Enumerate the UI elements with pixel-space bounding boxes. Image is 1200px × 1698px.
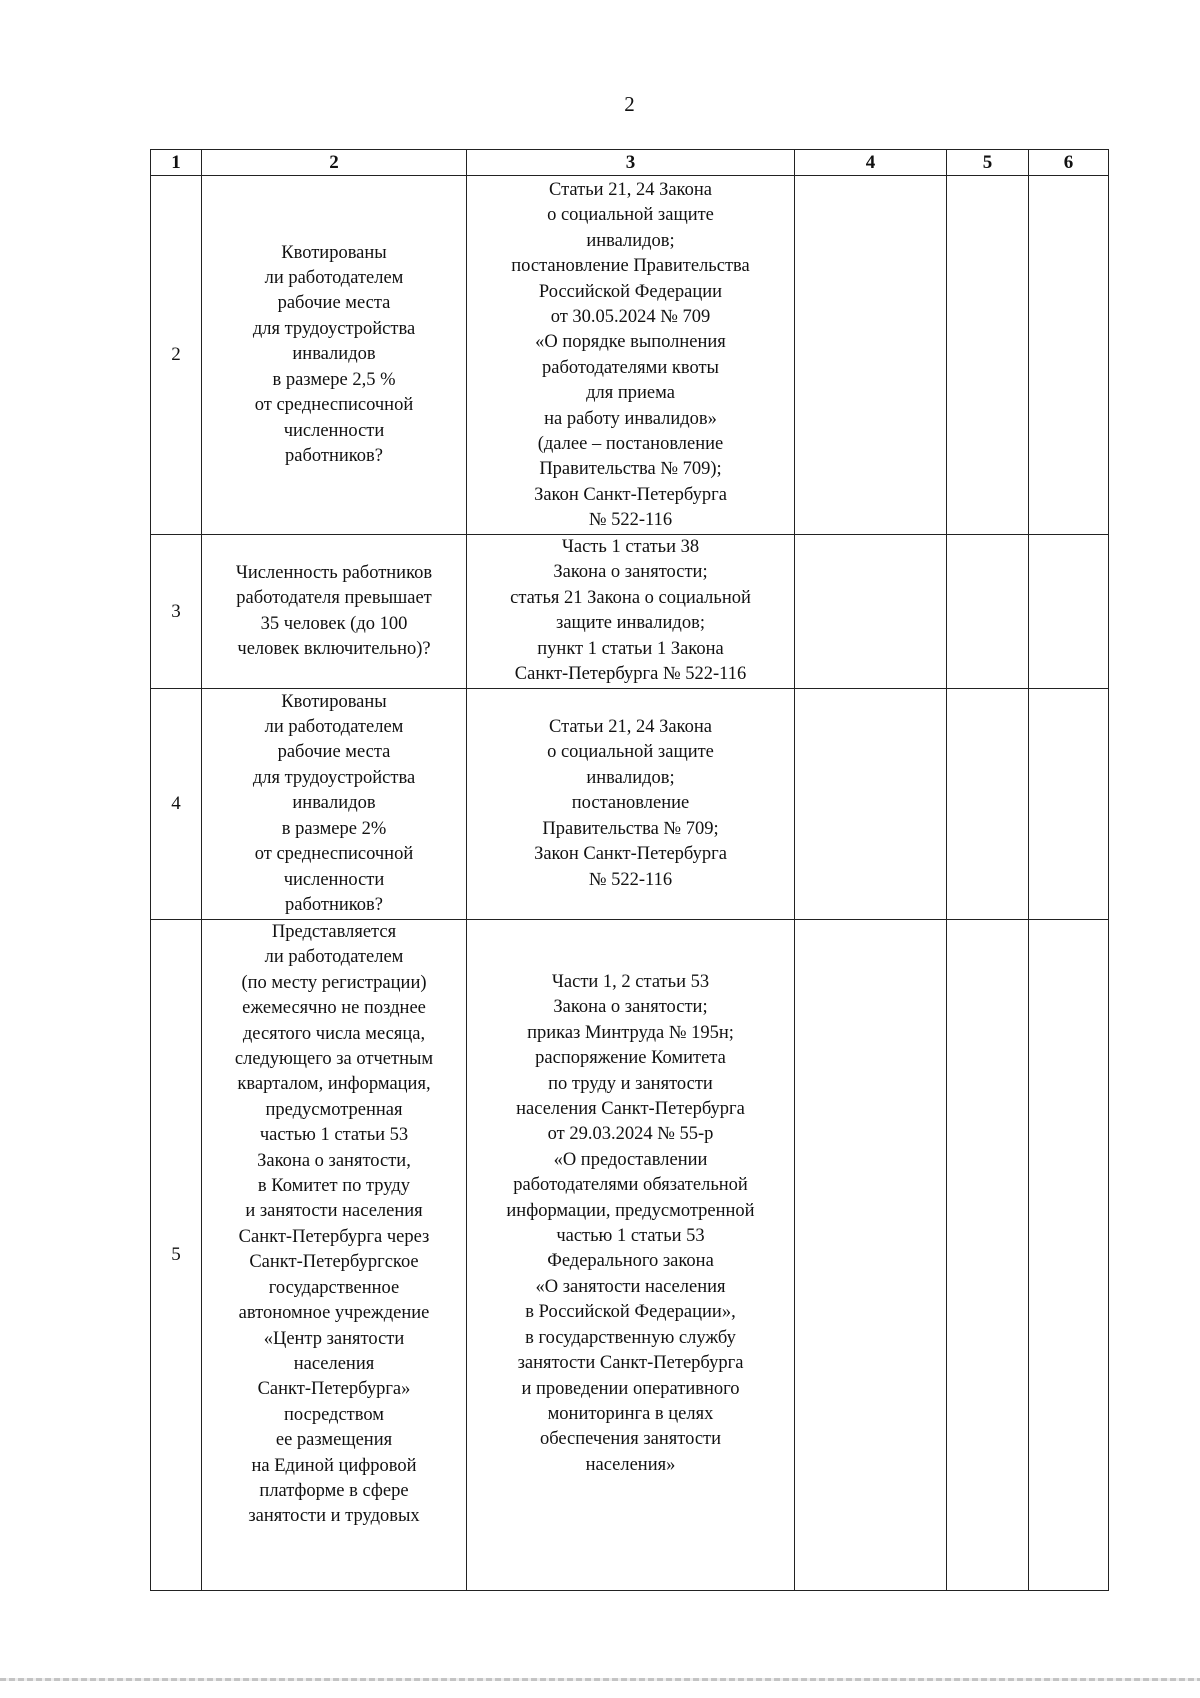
question-line: Квотированы bbox=[281, 242, 387, 263]
empty-cell-col6 bbox=[1029, 689, 1109, 920]
law-line: пункт 1 статьи 1 Закона bbox=[537, 638, 724, 659]
table-row bbox=[151, 920, 1109, 1591]
column-header-2: 2 bbox=[202, 150, 467, 176]
empty-cell-col6 bbox=[1029, 920, 1109, 1591]
law-line: № 522-116 bbox=[588, 869, 673, 890]
question-line: от среднесписочной bbox=[254, 395, 414, 416]
law-line: Санкт-Петербурга № 522-116 bbox=[514, 664, 747, 685]
law-line: обеспечения занятости bbox=[539, 1429, 722, 1450]
scan-edge-line bbox=[0, 1678, 1200, 1681]
row-number: 3 bbox=[151, 535, 202, 689]
law-line: распоряжение Комитета bbox=[535, 1048, 726, 1069]
law-line: «О порядке выполнения bbox=[535, 332, 726, 353]
law-line: инвалидов; bbox=[586, 767, 675, 788]
question-line: 35 человек (до 100 bbox=[260, 613, 408, 634]
question-line: кварталом, информация, bbox=[237, 1074, 431, 1095]
table-row bbox=[151, 689, 1109, 920]
question-line: работников? bbox=[284, 445, 383, 466]
law-line: Закон Санкт-Петербурга bbox=[534, 844, 727, 865]
law-line: Статьи 21, 24 Закона bbox=[549, 717, 712, 738]
question-line: и занятости населения bbox=[245, 1201, 423, 1222]
question-line: посредством bbox=[284, 1404, 384, 1425]
question-line: населения bbox=[293, 1353, 375, 1374]
question-line: Представляется bbox=[271, 922, 397, 942]
question-line: численности bbox=[283, 420, 385, 441]
law-line: и проведении оперативного bbox=[521, 1378, 740, 1399]
question-line: предусмотренная bbox=[265, 1099, 403, 1120]
law-line: «О предоставлении bbox=[553, 1149, 708, 1170]
question-line: государственное bbox=[268, 1277, 400, 1298]
question-line: на Единой цифровой bbox=[251, 1455, 417, 1476]
empty-cell-col5 bbox=[947, 176, 1029, 535]
question-line: Квотированы bbox=[281, 691, 387, 712]
law-line: постановление Правительства bbox=[511, 256, 750, 277]
table-header-row bbox=[151, 150, 1109, 176]
question-line: в размере 2,5 % bbox=[272, 369, 396, 390]
law-line: Часть 1 статьи 38 bbox=[561, 537, 700, 557]
law-line: «О занятости населения bbox=[535, 1276, 726, 1297]
law-line: о социальной защите bbox=[547, 205, 714, 226]
table-row bbox=[151, 535, 1109, 689]
law-line: Правительства № 709; bbox=[542, 818, 719, 839]
law-line: по труду и занятости bbox=[548, 1073, 713, 1094]
law-line: постановление bbox=[571, 793, 690, 814]
column-header-3: 3 bbox=[467, 150, 795, 176]
law-line: Федерального закона bbox=[547, 1251, 714, 1272]
question-line: для трудоустройства bbox=[252, 318, 416, 339]
empty-cell-col4 bbox=[795, 689, 947, 920]
row-number: 4 bbox=[151, 689, 202, 920]
question-line: рабочие места bbox=[277, 742, 391, 763]
law-line: Статьи 21, 24 Закона bbox=[549, 180, 712, 200]
column-header-1: 1 bbox=[151, 150, 202, 176]
question-line: автономное учреждение bbox=[238, 1303, 430, 1324]
question-line: от среднесписочной bbox=[254, 844, 414, 865]
law-line: приказ Минтруда № 195н; bbox=[527, 1022, 734, 1043]
law-line: о социальной защите bbox=[547, 742, 714, 763]
empty-cell-col4 bbox=[795, 535, 947, 689]
empty-cell-col5 bbox=[947, 535, 1029, 689]
question-line: (по месту регистрации) bbox=[241, 972, 427, 993]
law-line: Части 1, 2 статьи 53 bbox=[551, 972, 710, 992]
empty-cell-col6 bbox=[1029, 176, 1109, 535]
law-line: Правительства № 709); bbox=[539, 459, 722, 480]
law-line: инвалидов; bbox=[586, 230, 675, 251]
question-line: занятости и трудовых bbox=[248, 1506, 420, 1527]
law-line: от 29.03.2024 № 55-р bbox=[547, 1124, 714, 1145]
law-line: защите инвалидов; bbox=[556, 613, 705, 634]
question-line: численности bbox=[283, 869, 385, 890]
question-cell bbox=[202, 176, 467, 535]
question-cell bbox=[202, 689, 467, 920]
law-line: населения» bbox=[585, 1454, 676, 1475]
question-line: Санкт-Петербурга через bbox=[238, 1226, 430, 1247]
checklist-table bbox=[150, 149, 1109, 1591]
question-line: ли работодателем bbox=[264, 947, 404, 968]
question-cell bbox=[202, 535, 467, 689]
question-line: Численность работников bbox=[235, 562, 433, 583]
page-number: 2 bbox=[624, 92, 635, 116]
empty-cell-col4 bbox=[795, 176, 947, 535]
question-line: инвалидов bbox=[292, 344, 376, 365]
law-line: в государственную службу bbox=[525, 1327, 736, 1348]
column-header-5: 5 bbox=[947, 150, 1029, 176]
row-number: 2 bbox=[151, 176, 202, 535]
row-number: 5 bbox=[151, 920, 202, 1591]
law-reference-cell bbox=[467, 689, 795, 920]
question-line: платформе в сфере bbox=[259, 1480, 409, 1501]
question-line: ли работодателем bbox=[264, 268, 404, 289]
law-line: № 522-116 bbox=[588, 510, 673, 531]
law-reference-cell bbox=[467, 176, 795, 535]
question-cell bbox=[202, 920, 467, 1591]
law-line: от 30.05.2024 № 709 bbox=[550, 307, 711, 328]
law-reference-cell bbox=[467, 535, 795, 689]
question-line: Санкт-Петербурга» bbox=[257, 1379, 411, 1400]
question-line: ли работодателем bbox=[264, 717, 404, 738]
table-row bbox=[151, 176, 1109, 535]
law-line: Закона о занятости; bbox=[553, 997, 708, 1018]
question-line: «Центр занятости bbox=[263, 1328, 405, 1349]
law-line: работодателями квоты bbox=[542, 357, 719, 378]
law-line: Российской Федерации bbox=[538, 281, 723, 302]
question-line: для трудоустройства bbox=[252, 767, 416, 788]
law-line: в Российской Федерации», bbox=[525, 1302, 736, 1323]
question-line: человек включительно)? bbox=[237, 638, 431, 659]
question-line: десятого числа месяца, bbox=[242, 1023, 426, 1044]
question-line: работодателя превышает bbox=[236, 588, 432, 609]
question-line: ее размещения bbox=[275, 1430, 393, 1451]
question-line: работников? bbox=[284, 894, 383, 915]
question-line: в размере 2% bbox=[281, 818, 387, 839]
empty-cell-col5 bbox=[947, 689, 1029, 920]
law-line: статья 21 Закона о социальной bbox=[510, 587, 751, 608]
law-line: работодателями обязательной bbox=[513, 1175, 748, 1196]
law-line: Закона о занятости; bbox=[553, 562, 708, 583]
law-line: для приема bbox=[586, 383, 675, 404]
question-line: рабочие места bbox=[277, 293, 391, 314]
question-line: Санкт-Петербургское bbox=[249, 1252, 419, 1273]
empty-cell-col4 bbox=[795, 920, 947, 1591]
question-line: инвалидов bbox=[292, 793, 376, 814]
question-line: ежемесячно не позднее bbox=[242, 998, 426, 1019]
law-reference-cell bbox=[467, 920, 795, 1591]
law-line: информации, предусмотренной bbox=[506, 1200, 755, 1221]
law-line: на работу инвалидов» bbox=[544, 408, 717, 429]
empty-cell-col5 bbox=[947, 920, 1029, 1591]
column-header-4: 4 bbox=[795, 150, 947, 176]
law-line: мониторинга в целях bbox=[547, 1403, 714, 1424]
law-line: занятости Санкт-Петербурга bbox=[517, 1353, 744, 1374]
law-line: (далее – постановление bbox=[537, 434, 724, 455]
question-line: частью 1 статьи 53 bbox=[259, 1125, 409, 1146]
question-line: в Комитет по труду bbox=[257, 1176, 411, 1197]
question-line: следующего за отчетным bbox=[234, 1049, 434, 1070]
law-line: населения Санкт-Петербурга bbox=[516, 1099, 745, 1120]
law-line: частью 1 статьи 53 bbox=[556, 1226, 705, 1247]
column-header-6: 6 bbox=[1029, 150, 1109, 176]
question-line: Закона о занятости, bbox=[257, 1150, 411, 1171]
empty-cell-col6 bbox=[1029, 535, 1109, 689]
law-line: Закон Санкт-Петербурга bbox=[534, 484, 727, 505]
